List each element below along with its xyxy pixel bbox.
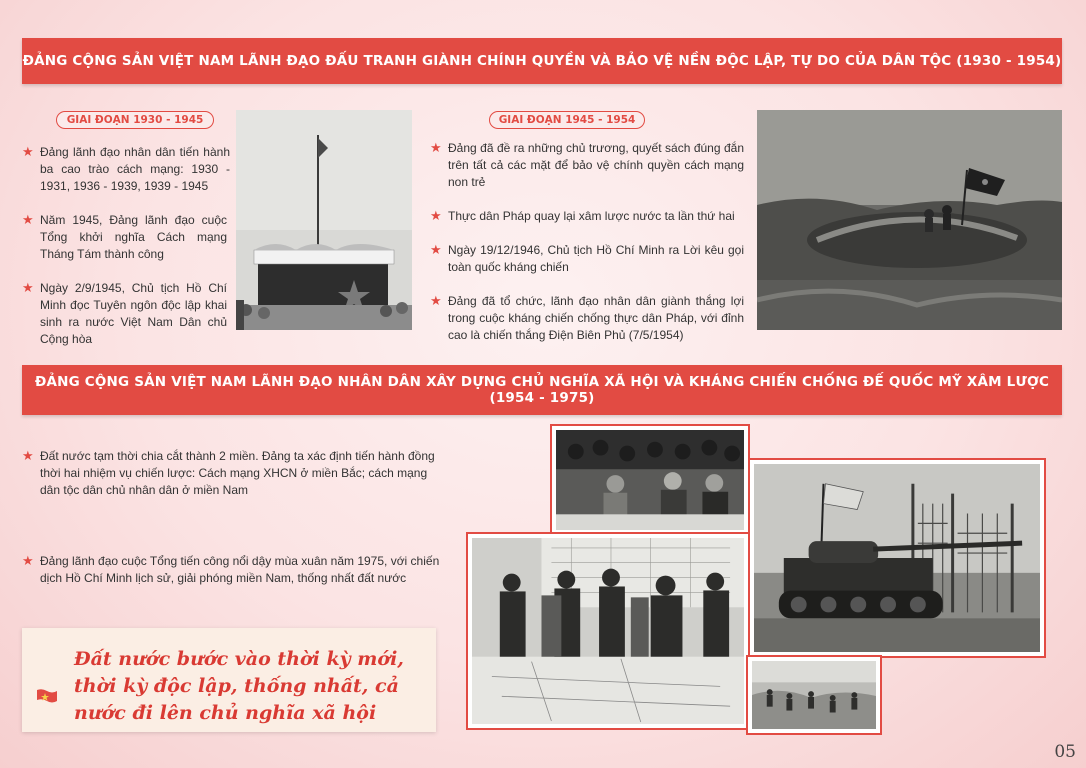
section-2-banner	[22, 365, 1062, 415]
photo-independence-declaration	[236, 110, 412, 330]
star-icon: ★	[22, 212, 34, 227]
star-icon: ★	[430, 242, 442, 257]
page-number: 05	[1054, 742, 1076, 762]
photo-dien-bien-phu	[757, 110, 1062, 330]
photo-geneva-conference	[550, 424, 750, 536]
period-1-bullet-2: ★ Năm 1945, Đảng lãnh đạo cuộc Tổng khởi nghĩa Cách mạng Tháng Tám thành công	[22, 212, 227, 261]
section-2-bullet-1: ★ Đất nước tạm thời chia cắt thành 2 miền. Đảng ta xác định tiến hành đồng thời hai nhiệm vụ chiến lược: Cách mạng XHCN ở miền Bắc; cách mạng dân tộc dân chủ nhân dân ở miền Nam	[22, 448, 435, 497]
period-2-label: GIAI ĐOẠN 1945 - 1954	[489, 111, 645, 129]
star-icon: ★	[430, 208, 442, 223]
star-icon: ★	[22, 553, 34, 568]
period-2-bullet-1: ★ Đảng đã đề ra những chủ trương, quyết sách đúng đắn trên tất cả các mặt để bảo vệ chính quyền cách mạng non trẻ	[430, 140, 744, 189]
period-1-bullet-1: ★ Đảng lãnh đạo nhân dân tiến hành ba cao trào cách mạng: 1930 - 1931, 1936 - 1939, 1939 - 1945	[22, 144, 230, 193]
section-2-title: ĐẢNG CỘNG SẢN VIỆT NAM LÃNH ĐẠO NHÂN DÂN XÂY DỰNG CHỦ NGHĨA XÃ HỘI VÀ KHÁNG CHIẾN CHỐNG ĐẾ QUỐC MỸ XÂM LƯỢC (1954 - 1975)	[34, 374, 1050, 406]
period-1-bullet-3: ★ Ngày 2/9/1945, Chủ tịch Hồ Chí Minh đọc Tuyên ngôn độc lập khai sinh ra nước Việt Nam Dân chủ Cộng hòa	[22, 280, 227, 346]
star-icon: ★	[22, 280, 34, 295]
period-2-bullet-3: ★ Ngày 19/12/1946, Chủ tịch Hồ Chí Minh ra Lời kêu gọi toàn quốc kháng chiến	[430, 242, 744, 274]
conclusion-callout	[22, 628, 436, 732]
section-2-bullet-2: ★ Đảng lãnh đạo cuộc Tổng tiến công nổi dậy mùa xuân năm 1975, với chiến dịch Hồ Chí Minh lịch sử, giải phóng miền Nam, thống nhất đất nước	[22, 553, 440, 585]
section-1-banner	[22, 38, 1062, 84]
star-icon: ★	[430, 140, 442, 155]
period-2-bullet-4: ★ Đảng đã tổ chức, lãnh đạo nhân dân giành thắng lợi trong cuộc kháng chiến chống thực dân Pháp, với đỉnh cao là chiến thắng Điện Biên Phủ (7/5/1954)	[430, 293, 744, 342]
period-2-bullet-2: ★ Thực dân Pháp quay lại xâm lược nước ta lần thứ hai	[430, 208, 735, 223]
conclusion-text: Đất nước bước vào thời kỳ mới, thời kỳ độc lập, thống nhất, cả nước đi lên chủ nghĩa xã hội	[74, 648, 404, 724]
photo-reconstruction-workers	[746, 655, 882, 735]
photo-tank-at-palace-gate	[748, 458, 1046, 658]
star-icon: ★	[22, 448, 34, 463]
section-1-title: ĐẢNG CỘNG SẢN VIỆT NAM LÃNH ĐẠO ĐẤU TRANH GIÀNH CHÍNH QUYỀN VÀ BẢO VỆ NỀN ĐỘC LẬP, TỰ DO CỦA DÂN TỘC (1930 - 1954)	[22, 53, 1062, 69]
photo-campaign-planning	[466, 532, 750, 730]
flag-icon	[36, 688, 58, 704]
star-icon: ★	[22, 144, 34, 159]
star-icon: ★	[430, 293, 442, 308]
period-1-label: GIAI ĐOẠN 1930 - 1945	[56, 111, 214, 129]
